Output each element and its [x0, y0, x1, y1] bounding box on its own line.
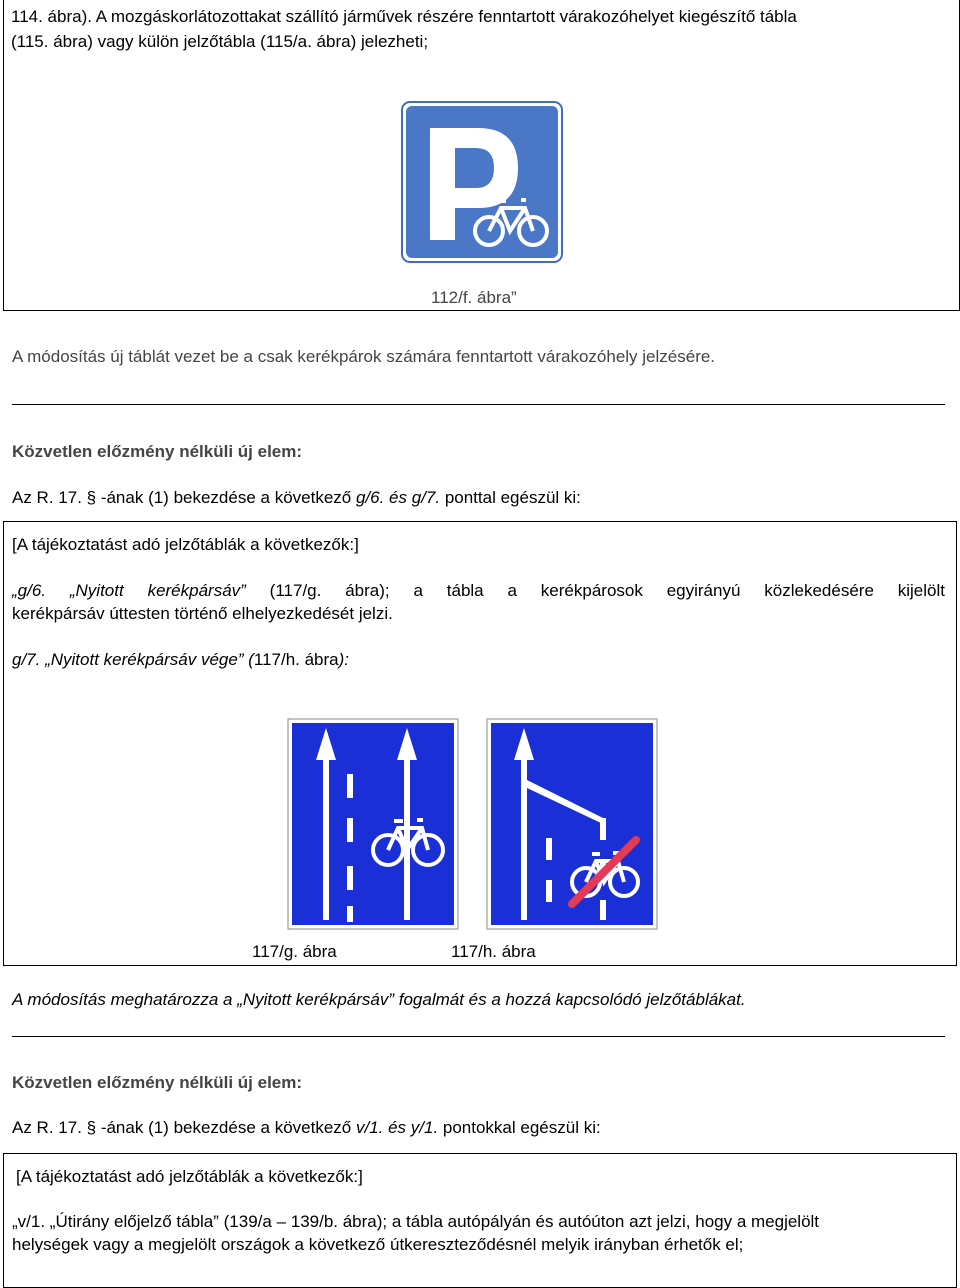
v1-line-2: helységek vagy a megjelölt országok a következő útkereszteződésnél melyik irányban érhetők el; [12, 1235, 744, 1254]
amendment-note-2: A módosítás meghatározza a „Nyitott kerékpársáv” fogalmát és a hozzá kapcsolódó jelzőtáblákat. [12, 990, 746, 1009]
g7-title: g/7. „Nyitott kerékpársáv vége” ( [12, 650, 254, 669]
intro-2-points: v/1. és y/1. [355, 1118, 439, 1137]
separator-2 [12, 1036, 945, 1037]
g7-ref: 117/h. ábra [253, 650, 339, 669]
parking-bicycle-sign-icon [400, 100, 564, 264]
top-box-line-1: 114. ábra). A mozgáskorlátozottakat szállító járművek részére fenntartott várakozóhelyet kiegészítő tábla [11, 7, 797, 26]
figure-caption-117h: 117/h. ábra [451, 942, 536, 961]
g6-text: (117/g. ábra); a tábla a kerékpárosok egyirányú közlekedésére kijelölt [245, 581, 945, 600]
g6-line-2: kerékpársáv úttesten történő elhelyezkedését jelzi. [12, 604, 393, 623]
open-bike-lane-sign-icon [287, 718, 459, 930]
v1-line-1: „v/1. „Útirány előjelző tábla” (139/a – 139/b. ábra); a tábla autópályán és autóúton azt jelzi, hogy a megjelölt [12, 1212, 820, 1231]
top-box-line-2: (115. ábra) vagy külön jelzőtábla (115/a. ábra) jelezheti; [11, 32, 429, 51]
figure-caption-112f: 112/f. ábra” [431, 288, 517, 307]
section-heading-1: Közvetlen előzmény nélküli új elem: [12, 442, 303, 461]
bracket-heading-1: [A tájékoztatást adó jelzőtáblák a következők:] [12, 535, 359, 554]
separator-1 [12, 404, 945, 405]
intro-2-text-c: pontokkal egészül ki: [438, 1118, 601, 1137]
open-bike-lane-end-sign-icon [486, 718, 658, 930]
figure-caption-117g: 117/g. ábra [252, 942, 337, 961]
amendment-note-1: A módosítás új táblát vezet be a csak kerékpárok számára fenntartott várakozóhely jelzésére. [12, 347, 716, 366]
g6-line-1 [12, 580, 945, 602]
intro-1-points: g/6. és g/7. [355, 488, 441, 507]
section-intro-1 [12, 487, 581, 509]
intro-2-text-a: Az R. 17. § -ának (1) bekezdése a következő [12, 1118, 356, 1137]
section-intro-2 [12, 1117, 601, 1139]
intro-1-text-c: ponttal egészül ki: [440, 488, 581, 507]
g7-end: ): [338, 650, 350, 669]
g6-title: „g/6. „Nyitott kerékpársáv” [12, 581, 246, 600]
section-heading-2: Közvetlen előzmény nélküli új elem: [12, 1073, 303, 1092]
bracket-heading-2: [A tájékoztatást adó jelzőtáblák a következők:] [16, 1167, 363, 1186]
g7-line [12, 649, 349, 671]
intro-1-text-a: Az R. 17. § -ának (1) bekezdése a következő [12, 488, 356, 507]
